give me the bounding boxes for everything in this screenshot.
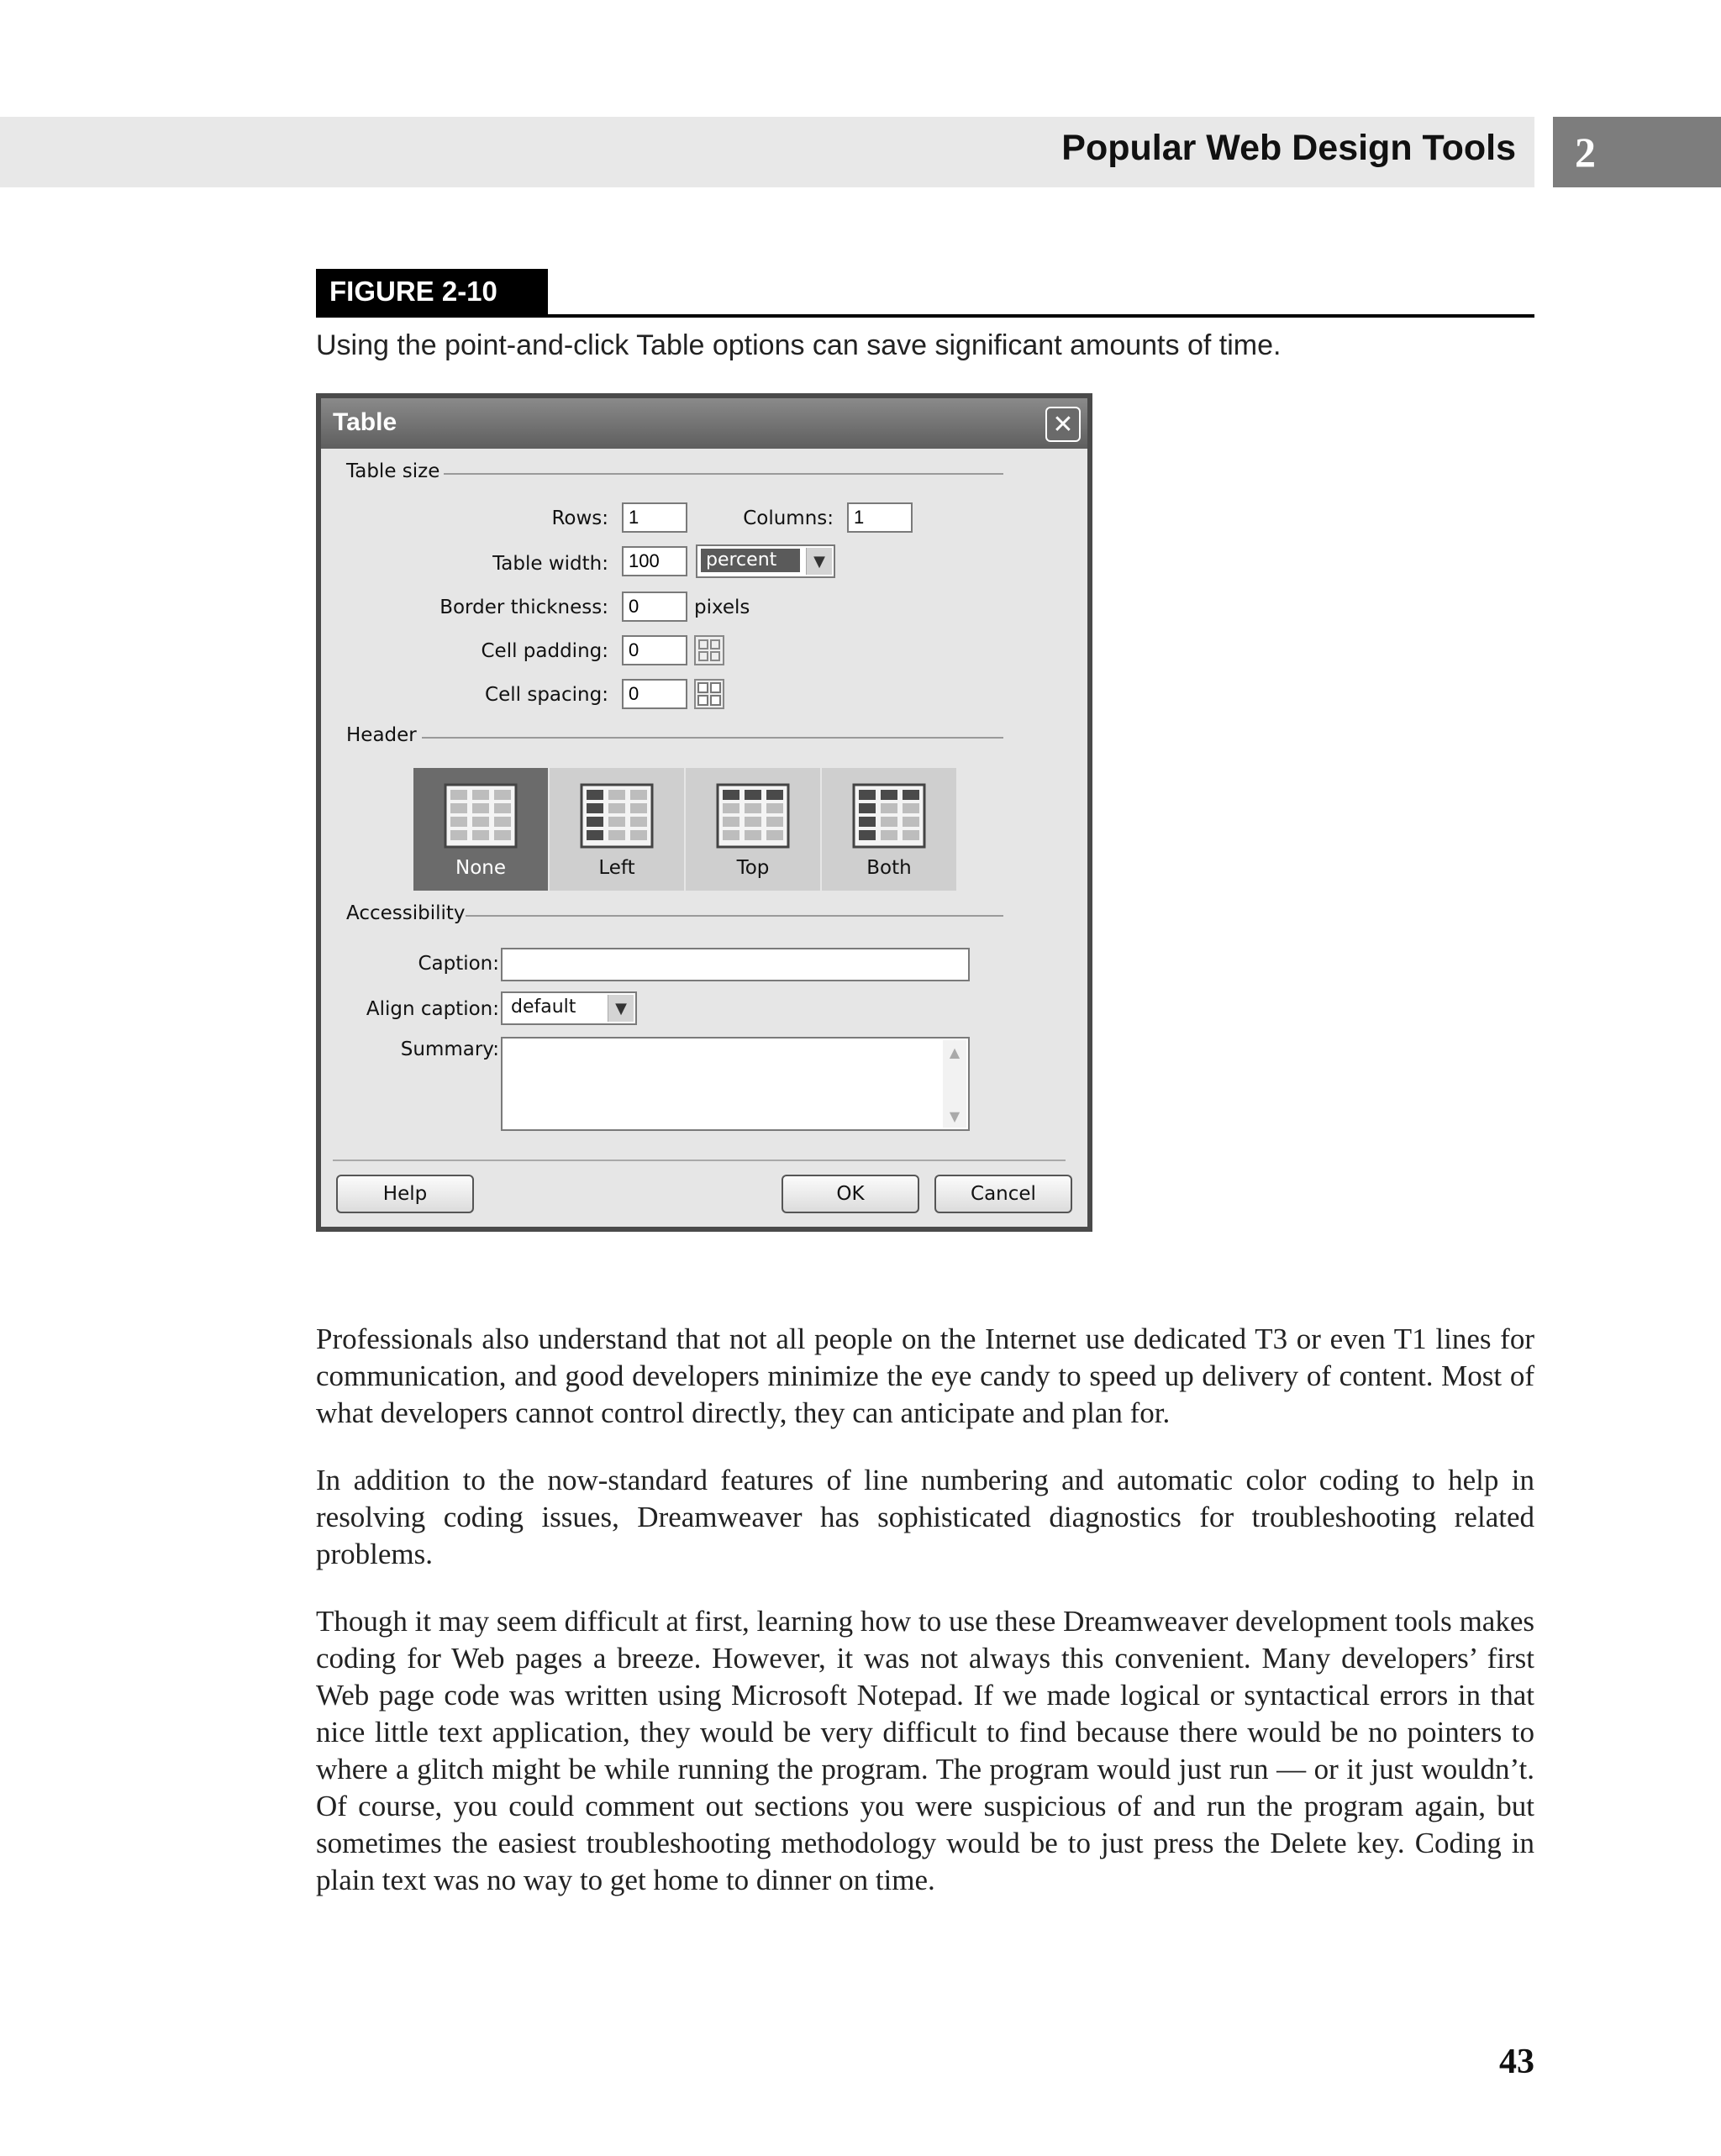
- chevron-down-icon: ▼: [608, 995, 634, 1022]
- chevron-down-icon: ▼: [806, 548, 832, 575]
- table-none-icon: [444, 783, 518, 849]
- header-option-both[interactable]: [822, 768, 956, 891]
- body-paragraph: Professionals also understand that not all people on the Internet use dedicated T3 or even T1 lines for communication, and good developers minimize the eye candy to speed up delivery of content. Most of what developers cannot control directly, they can anticipate and plan for.: [316, 1323, 1534, 1429]
- scroll-up-icon[interactable]: ▲: [949, 1044, 960, 1060]
- width-unit-value: percent: [701, 549, 800, 572]
- header-option-top[interactable]: [686, 768, 820, 891]
- header-divider: [422, 737, 1003, 739]
- cell-spacing-label: Cell spacing:: [485, 684, 608, 706]
- table-left-header-icon: [580, 783, 654, 849]
- caption-input[interactable]: [501, 948, 970, 981]
- table-size-group-label: Table size: [346, 460, 440, 482]
- border-thickness-input[interactable]: [622, 592, 687, 622]
- figure-rule: [316, 314, 1534, 318]
- header-option-left[interactable]: [550, 768, 684, 891]
- figure-caption: Using the point-and-click Table options can save significant amounts of time.: [316, 329, 1282, 361]
- chapter-tab: 2: [1553, 117, 1721, 187]
- align-caption-select[interactable]: [501, 991, 637, 1025]
- help-button[interactable]: Help: [336, 1175, 474, 1213]
- rows-label: Rows:: [551, 507, 608, 529]
- columns-input[interactable]: [847, 502, 913, 533]
- close-button[interactable]: [1045, 407, 1081, 442]
- cancel-button[interactable]: Cancel: [934, 1175, 1072, 1213]
- header-option-label: None: [455, 857, 506, 879]
- page-number: 43: [1499, 2043, 1534, 2081]
- align-caption-value: default: [511, 996, 576, 1018]
- body-paragraph: Though it may seem difficult at first, learning how to use these Dreamweaver development tools makes coding for Web pages a breeze. However, it was not always this convenient. Many developers’ first Web page code was written using Microsoft Notepad. If we made logical or syntactical errors in that nice little text application, they would be very difficult to find because there would be no pointers to where a glitch might be while running the program. The program would just run — or it just wouldn’t. Of course, you could comment out sections you were suspicious of and run the program again, but sometimes the easiest troubleshooting methodology would be to just press the Delete key. Coding in plain text was no way to get home to dinner on time.: [316, 1605, 1534, 1896]
- figure-label: FIGURE 2-10: [316, 269, 548, 314]
- cell-spacing-input[interactable]: [622, 679, 687, 709]
- border-unit-label: pixels: [694, 597, 750, 618]
- dialog-titlebar: [321, 398, 1087, 449]
- table-size-divider: [444, 473, 1003, 475]
- cell-spacing-icon: [694, 679, 724, 709]
- columns-label: Columns:: [743, 507, 834, 529]
- dialog-title: Table: [333, 408, 397, 436]
- caption-label: Caption:: [418, 953, 499, 975]
- ok-button[interactable]: OK: [782, 1175, 919, 1213]
- align-caption-label: Align caption:: [366, 998, 499, 1020]
- header-option-label: Top: [736, 857, 770, 879]
- summary-label: Summary:: [400, 1039, 499, 1060]
- rows-input[interactable]: [622, 502, 687, 533]
- body-paragraph: In addition to the now-standard features of line numbering and automatic color coding to help in resolving coding issues, Dreamweaver has sophisticated diagnostics for troubleshooting related problems.: [316, 1464, 1534, 1570]
- summary-textarea[interactable]: [501, 1037, 970, 1131]
- cell-padding-label: Cell padding:: [481, 640, 608, 662]
- table-width-label: Table width:: [492, 553, 608, 575]
- table-top-header-icon: [716, 783, 790, 849]
- close-icon: ✕: [1052, 409, 1074, 439]
- header-group-label: Header: [346, 724, 417, 746]
- summary-scrollbar[interactable]: [943, 1040, 966, 1128]
- table-both-header-icon: [852, 783, 926, 849]
- dialog-body: [321, 449, 1087, 1227]
- table-dialog: [316, 393, 1092, 1232]
- table-width-input[interactable]: [622, 546, 687, 576]
- header-option-label: Left: [598, 857, 635, 879]
- cell-padding-icon: [694, 635, 724, 665]
- header-option-none[interactable]: [413, 768, 548, 891]
- accessibility-group-label: Accessibility: [346, 902, 466, 924]
- accessibility-divider: [466, 915, 1003, 917]
- cell-padding-input[interactable]: [622, 635, 687, 665]
- border-thickness-label: Border thickness:: [439, 597, 608, 618]
- header-option-label: Both: [866, 857, 912, 879]
- running-title: Popular Web Design Tools: [1061, 128, 1516, 168]
- width-unit-select[interactable]: [696, 544, 835, 578]
- footer-separator: [333, 1160, 1066, 1161]
- scroll-down-icon[interactable]: ▼: [949, 1107, 960, 1124]
